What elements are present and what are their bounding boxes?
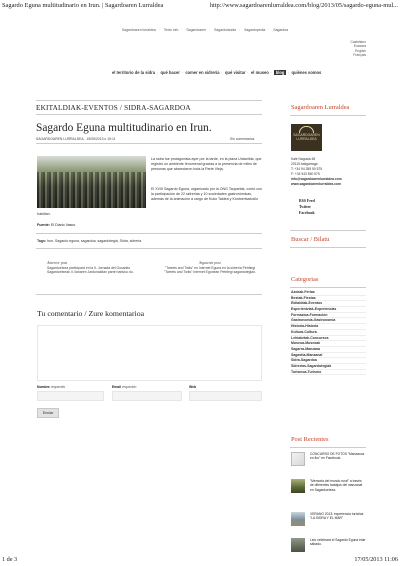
crowd-photo xyxy=(37,156,146,208)
lang-castellano[interactable]: Castellano xyxy=(350,40,366,44)
divider xyxy=(290,247,366,248)
post-paragraph: El XVIII Sagardo Eguna, organizado por la ONG Tauparlak, contó con la participación de 22 sidrerías y 10 sociedades gastronómicas, además de la animación a cargo de Kuko Taldea y Kontxertsatoxilo xyxy=(151,187,263,202)
divider xyxy=(290,287,366,288)
category-item[interactable]: Lehiaketak-Concursos xyxy=(291,336,366,342)
comment-heading: Tu comentario / Zure komentarioa xyxy=(37,309,145,318)
sidebar-heading-recent: Post Recientes xyxy=(291,436,329,443)
nav-que-visitar[interactable]: qué visitar xyxy=(225,70,246,75)
recent-post[interactable] xyxy=(291,477,367,507)
recent-post-title[interactable]: Leio celebrará el Sagardo Eguna este sábado. xyxy=(310,538,366,547)
category-item[interactable]: Kultura-Cultura xyxy=(291,330,366,336)
social-links xyxy=(299,198,315,216)
email-label: Email requerido xyxy=(112,385,137,389)
recent-post[interactable] xyxy=(291,450,367,480)
category-list xyxy=(291,290,366,375)
post-meta: SAGARDOAREN LURRALDEA - 15/05/2013 o 15:11 xyxy=(36,137,116,141)
brand-logo[interactable] xyxy=(291,124,322,151)
divider xyxy=(36,114,262,115)
comments-link[interactable]: Sin comentarios xyxy=(230,137,255,141)
nav-que-hacer[interactable]: qué hacer xyxy=(160,70,180,75)
next-post-label: Siguiente post xyxy=(199,261,221,265)
category-item[interactable]: Turismoa-Turismo xyxy=(291,370,366,376)
post-category[interactable]: EKITALDIAK-EVENTOS / SIDRA-SAGARDOA xyxy=(36,104,191,112)
post-source: Fuente: El Diario Vasco xyxy=(37,223,76,227)
lang-english[interactable]: English xyxy=(355,48,366,53)
nav-blog[interactable]: blog xyxy=(275,70,285,75)
recent-post-title[interactable]: VERANO 2013: experiencia turística "LA SIDRA Y EL MAR" xyxy=(310,512,364,521)
web-label: Web xyxy=(189,385,197,389)
print-footer xyxy=(2,556,398,564)
post-title[interactable]: Sagardo Eguna multitudinario en Irun. xyxy=(36,122,212,134)
sidebar-heading-search[interactable]: Buscar / Bilatu xyxy=(291,236,330,243)
top-nav-item[interactable]: Sagardopedia xyxy=(244,28,266,32)
name-field[interactable] xyxy=(37,391,104,401)
category-item[interactable]: Historia-Historia xyxy=(291,324,366,330)
top-nav-item[interactable]: Sagardolandia xyxy=(214,28,236,32)
post-thumbnail xyxy=(291,452,305,466)
category-item[interactable]: Museoa-Museoak xyxy=(291,341,366,347)
top-nav-item[interactable]: Texto info xyxy=(163,28,179,32)
email-field[interactable] xyxy=(112,391,182,401)
post-paragraph: Irakitian. xyxy=(37,212,51,216)
nav-comer[interactable]: comer en sidrería xyxy=(185,70,220,75)
category-item[interactable]: Sidrerias-Sagardotegiak xyxy=(291,364,366,370)
nav-territorio[interactable]: el territorio de la sidra xyxy=(112,70,155,75)
category-item[interactable]: Azokak-Ferias xyxy=(291,290,366,296)
sidebar-heading-categories: Categorias xyxy=(291,276,319,283)
print-datetime: 17/05/2013 11:06 xyxy=(354,556,398,563)
recent-post-title[interactable]: CONCURSO DE FOTOS "Manzanos en flor" en Facebook. xyxy=(310,452,365,461)
category-item[interactable]: Sagastia-Manzanal xyxy=(291,353,366,359)
lang-francais[interactable]: Français xyxy=(353,52,366,57)
divider xyxy=(36,248,262,249)
twitter-link[interactable]: Twitter xyxy=(299,205,311,209)
category-item[interactable]: Bestak-Fiestas xyxy=(291,296,366,302)
main-nav: el territorio de la sidra · qué hacer · comer en sidrería · qué visitar · el museo · blog · quiénes somos xyxy=(112,70,322,75)
next-post-link[interactable]: "Tweets and Twits" en Internet Eguna en la sidrería Petritegi "Tweets and Twits" Internet Egunean Petritegi sagardotegian. xyxy=(163,265,257,275)
post-thumbnail xyxy=(291,479,305,493)
logo-text: SAGARDOAREN LURRALDEA xyxy=(293,133,320,141)
divider xyxy=(290,447,366,448)
divider xyxy=(36,100,262,101)
category-item[interactable]: Formazioa-Formación xyxy=(291,313,366,319)
prev-post-label: Anterior post xyxy=(47,261,68,265)
contact-address: Kale Nagusia 48 20115 Astigarraga T: +34 94 355 50 575 F: +34 943 550 575 info@sagardoarenlurraldea.com www.sagardoarenlurraldea.com xyxy=(291,157,342,186)
comment-textarea[interactable] xyxy=(37,325,262,381)
divider xyxy=(290,230,366,231)
facebook-link[interactable]: Facebook xyxy=(299,211,315,215)
sidebar-heading-about: Sagardoaren Lurraldea xyxy=(291,104,350,111)
top-nav-item[interactable]: Sagardoaren lurraldea xyxy=(121,28,156,32)
next-post[interactable] xyxy=(160,261,260,275)
prev-post[interactable] xyxy=(47,261,147,275)
category-item[interactable]: Gastronomia-Gastronomía xyxy=(291,318,366,324)
divider xyxy=(290,115,366,116)
recent-post-title[interactable]: "Memoria del mundo rural" a través de diferentes trabajos del manzanal en Sagardoetxea. xyxy=(310,479,363,492)
nav-quienes-somos[interactable]: quiénes somos xyxy=(291,70,322,75)
name-label: Nombre requerido xyxy=(37,385,66,389)
post-paragraph: La sidra fue protagonista ayer por la tarde, en la plaza Urdanibia, que registró un ambiente fenomenal gracias a la presencia de miles de personas que abarrotaron toda la Parte Vieja. xyxy=(151,157,262,172)
lang-euskara[interactable]: Euskara xyxy=(353,44,366,49)
post-tags: Tags: Irun, Sagardo eguna, sagardoa, sagardotegia, Sidra, sidreria xyxy=(37,239,142,243)
send-button[interactable]: Enviar xyxy=(37,408,59,418)
print-url: http://www.sagardoarenlurraldea.com/blog/2013/05/sagardo-eguna-mul... xyxy=(209,2,398,9)
print-page-title: Sagardo Eguna multitudinario en Irun. | Sagardoaren Lurraldea xyxy=(2,2,164,9)
category-item[interactable]: Sidra-Sagardoa xyxy=(291,358,366,364)
rss-link[interactable]: RSS Feed xyxy=(299,199,315,203)
category-item[interactable]: Esperientziak-Experiencias xyxy=(291,307,366,313)
print-header xyxy=(2,2,398,10)
post-thumbnail xyxy=(291,538,305,552)
top-nav-item[interactable]: Sagardoaren xyxy=(186,28,207,32)
nav-museo[interactable]: el museo xyxy=(251,70,269,75)
category-item[interactable]: Sagarra-Manzana xyxy=(291,347,366,353)
divider xyxy=(36,233,262,234)
print-page-number: 1 de 3 xyxy=(2,556,18,563)
contact-email[interactable]: info@sagardoarenlurraldea.com xyxy=(291,177,342,181)
web-field[interactable] xyxy=(189,391,262,401)
top-nav: Sagardoaren lurraldea · Texto info · Sagardoaren · Sagardolandia · Sagardopedia · Sagardoa xyxy=(121,28,289,32)
contact-website[interactable]: www.sagardoarenlurraldea.com xyxy=(291,182,341,186)
divider xyxy=(36,143,262,144)
post-thumbnail xyxy=(291,512,305,526)
tag-links[interactable]: Irun, Sagardo eguna, sagardoa, sagardotegia, Sidra, sidreria xyxy=(47,239,142,243)
top-nav-item[interactable]: Sagardoa xyxy=(273,28,289,32)
logo-arc-icon xyxy=(299,126,314,133)
language-selector xyxy=(350,40,366,57)
category-item[interactable]: Ekitaldiak-Eventos xyxy=(291,301,366,307)
divider xyxy=(36,294,262,295)
prev-post-link[interactable]: Sagardoetxea participará en la II. Jornada del Gusanito Sagardoetxeak II. llanaren Jardunaldian parte hartuko du. xyxy=(47,265,134,275)
